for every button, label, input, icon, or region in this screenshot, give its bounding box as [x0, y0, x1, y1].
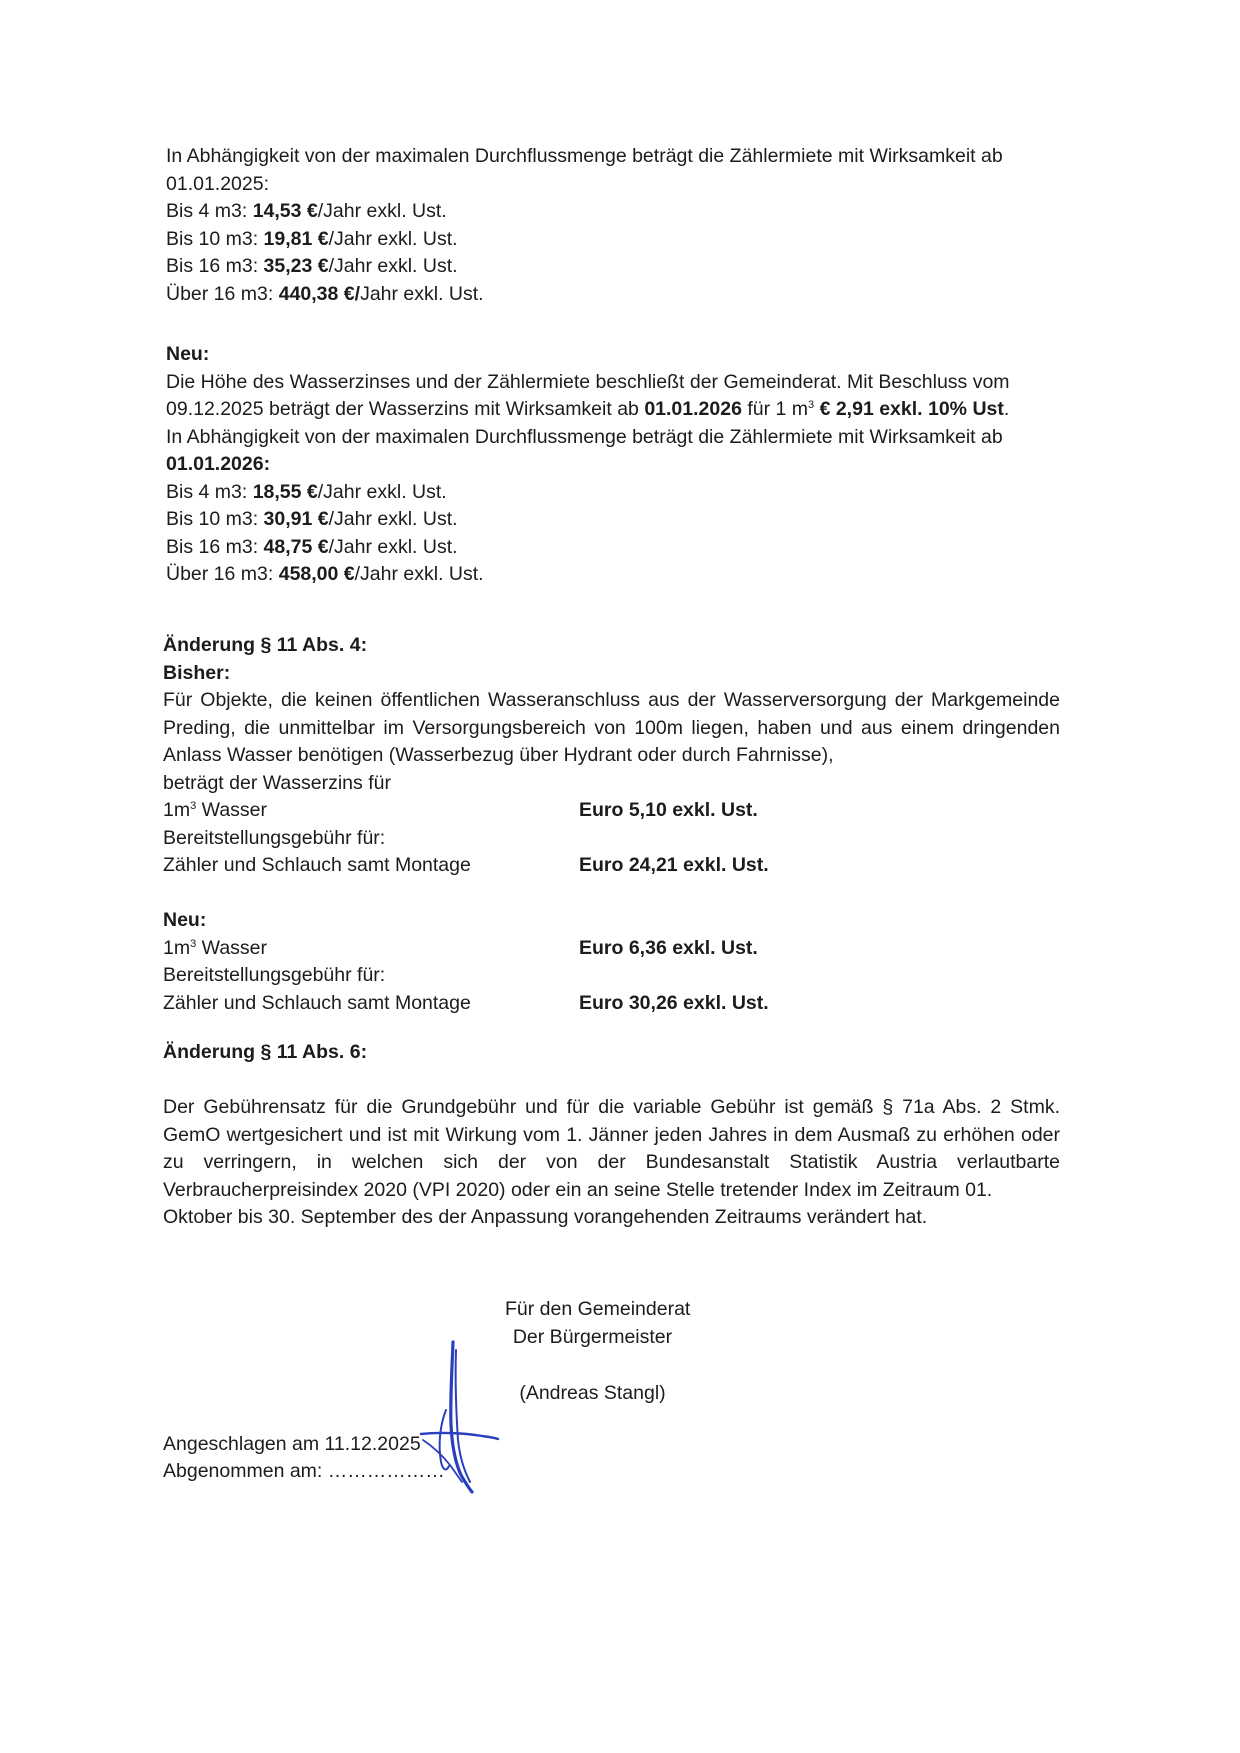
- tier-row: Bis 4 m3: 14,53 €/Jahr exkl. Ust.: [166, 200, 447, 222]
- posted-date: Angeschlagen am 11.12.2025: [163, 1433, 421, 1455]
- rate-row: Bereitstellungsgebühr für:: [163, 826, 386, 849]
- section-heading: Änderung § 11 Abs. 6:: [163, 1041, 368, 1063]
- paragraph-line: Oktober bis 30. September des der Anpassung vorangehenden Zeitraums verändert hat.: [163, 1206, 928, 1228]
- rate-row: $1m^3$ Wasser Euro 5,10 exkl. Ust.: [163, 799, 758, 821]
- amendment-11-4-section: [163, 632, 1060, 1017]
- amendment-paragraph: Für Objekte, die keinen öffentlichen Wasseranschluss aus der Wasserversorgung der Markgemeinde Preding, die unmittelbar im Versorgungsbereich von 100m liegen, haben und aus einem dringenden Anlass Wasser benötigen (Wasserbezug über Hydrant oder durch Fahrnisse),: [163, 689, 1060, 766]
- signatory-line-mayor: Der Bürgermeister: [512, 1326, 673, 1348]
- sub-heading: Neu:: [163, 909, 207, 931]
- tier-row: Über 16 m3: 458,00 €/Jahr exkl. Ust.: [166, 563, 484, 585]
- tier-row: Bis 16 m3: 35,23 €/Jahr exkl. Ust.: [166, 255, 458, 277]
- rate-row: $1m^3$ Wasser Euro 6,36 exkl. Ust.: [163, 936, 758, 959]
- amendment-11-6-section: [163, 1039, 1060, 1232]
- meter-rent-intro: In Abhängigkeit von der maximalen Durchflussmenge beträgt die Zählermiete mit Wirksamkeit ab: [166, 425, 1003, 448]
- tier-row: Über 16 m3: 440,38 €/Jahr exkl. Ust.: [166, 282, 484, 305]
- paragraph-line: 09.12.2025 beträgt der Wasserzins mit Wirksamkeit ab 01.01.2026 für 1 $m^3$ € 2,91 exkl. 10% Ust.: [166, 398, 1010, 420]
- tier-row: Bis 10 m3: 30,91 €/Jahr exkl. Ust.: [166, 508, 458, 530]
- section-heading: Neu:: [166, 343, 210, 365]
- tier-row: Bis 10 m3: 19,81 €/Jahr exkl. Ust.: [166, 227, 458, 250]
- section-heading: Änderung § 11 Abs. 4:: [163, 634, 368, 656]
- meter-rent-intro: In Abhängigkeit von der maximalen Durchflussmenge beträgt die Zählermiete mit Wirksamkeit ab: [166, 145, 1003, 167]
- rate-row: Zähler und Schlauch samt Montage Euro 24,21 exkl. Ust.: [163, 854, 769, 876]
- paragraph-line: Die Höhe des Wasserzinses und der Zählermiete beschließt der Gemeinderat. Mit Beschluss vom: [166, 370, 1010, 393]
- rate-row: Bereitstellungsgebühr für:: [163, 964, 386, 986]
- removed-date: Abgenommen am: ………………: [163, 1460, 445, 1482]
- meter-rent-date: 01.01.2025:: [166, 172, 270, 195]
- signatory-name: (Andreas Stangl): [519, 1382, 666, 1404]
- new-rates-section: [166, 341, 1060, 589]
- posting-info: [163, 1431, 563, 1485]
- signatory-line-council: Für den Gemeinderat: [505, 1298, 691, 1320]
- paragraph-line: beträgt der Wasserzins für: [163, 771, 391, 794]
- signatory-block: [505, 1295, 691, 1407]
- meter-rent-date: 01.01.2026:: [166, 453, 271, 475]
- rate-row: Zähler und Schlauch samt Montage Euro 30,26 exkl. Ust.: [163, 991, 769, 1014]
- tier-row: Bis 16 m3: 48,75 €/Jahr exkl. Ust.: [166, 535, 458, 558]
- sub-heading: Bisher:: [163, 661, 231, 684]
- tier-row: Bis 4 m3: 18,55 €/Jahr exkl. Ust.: [166, 480, 447, 503]
- amendment-paragraph: Der Gebührensatz für die Grundgebühr und für die variable Gebühr ist gemäß § 71a Abs. 2 Stmk. GemO wertgesichert und ist mit Wirkung vom 1. Jänner jeden Jahres in dem Ausmaß zu erhöhen oder zu verringern, in welchen sich der von der Bundesanstalt Statistik Austria verlautbarte Verbraucherpreisindex 2020 (VPI 2020) oder ein an seine Stelle tretender Index im Zeitraum 01.: [163, 1096, 1060, 1201]
- meter-rent-2025-section: [166, 143, 1060, 308]
